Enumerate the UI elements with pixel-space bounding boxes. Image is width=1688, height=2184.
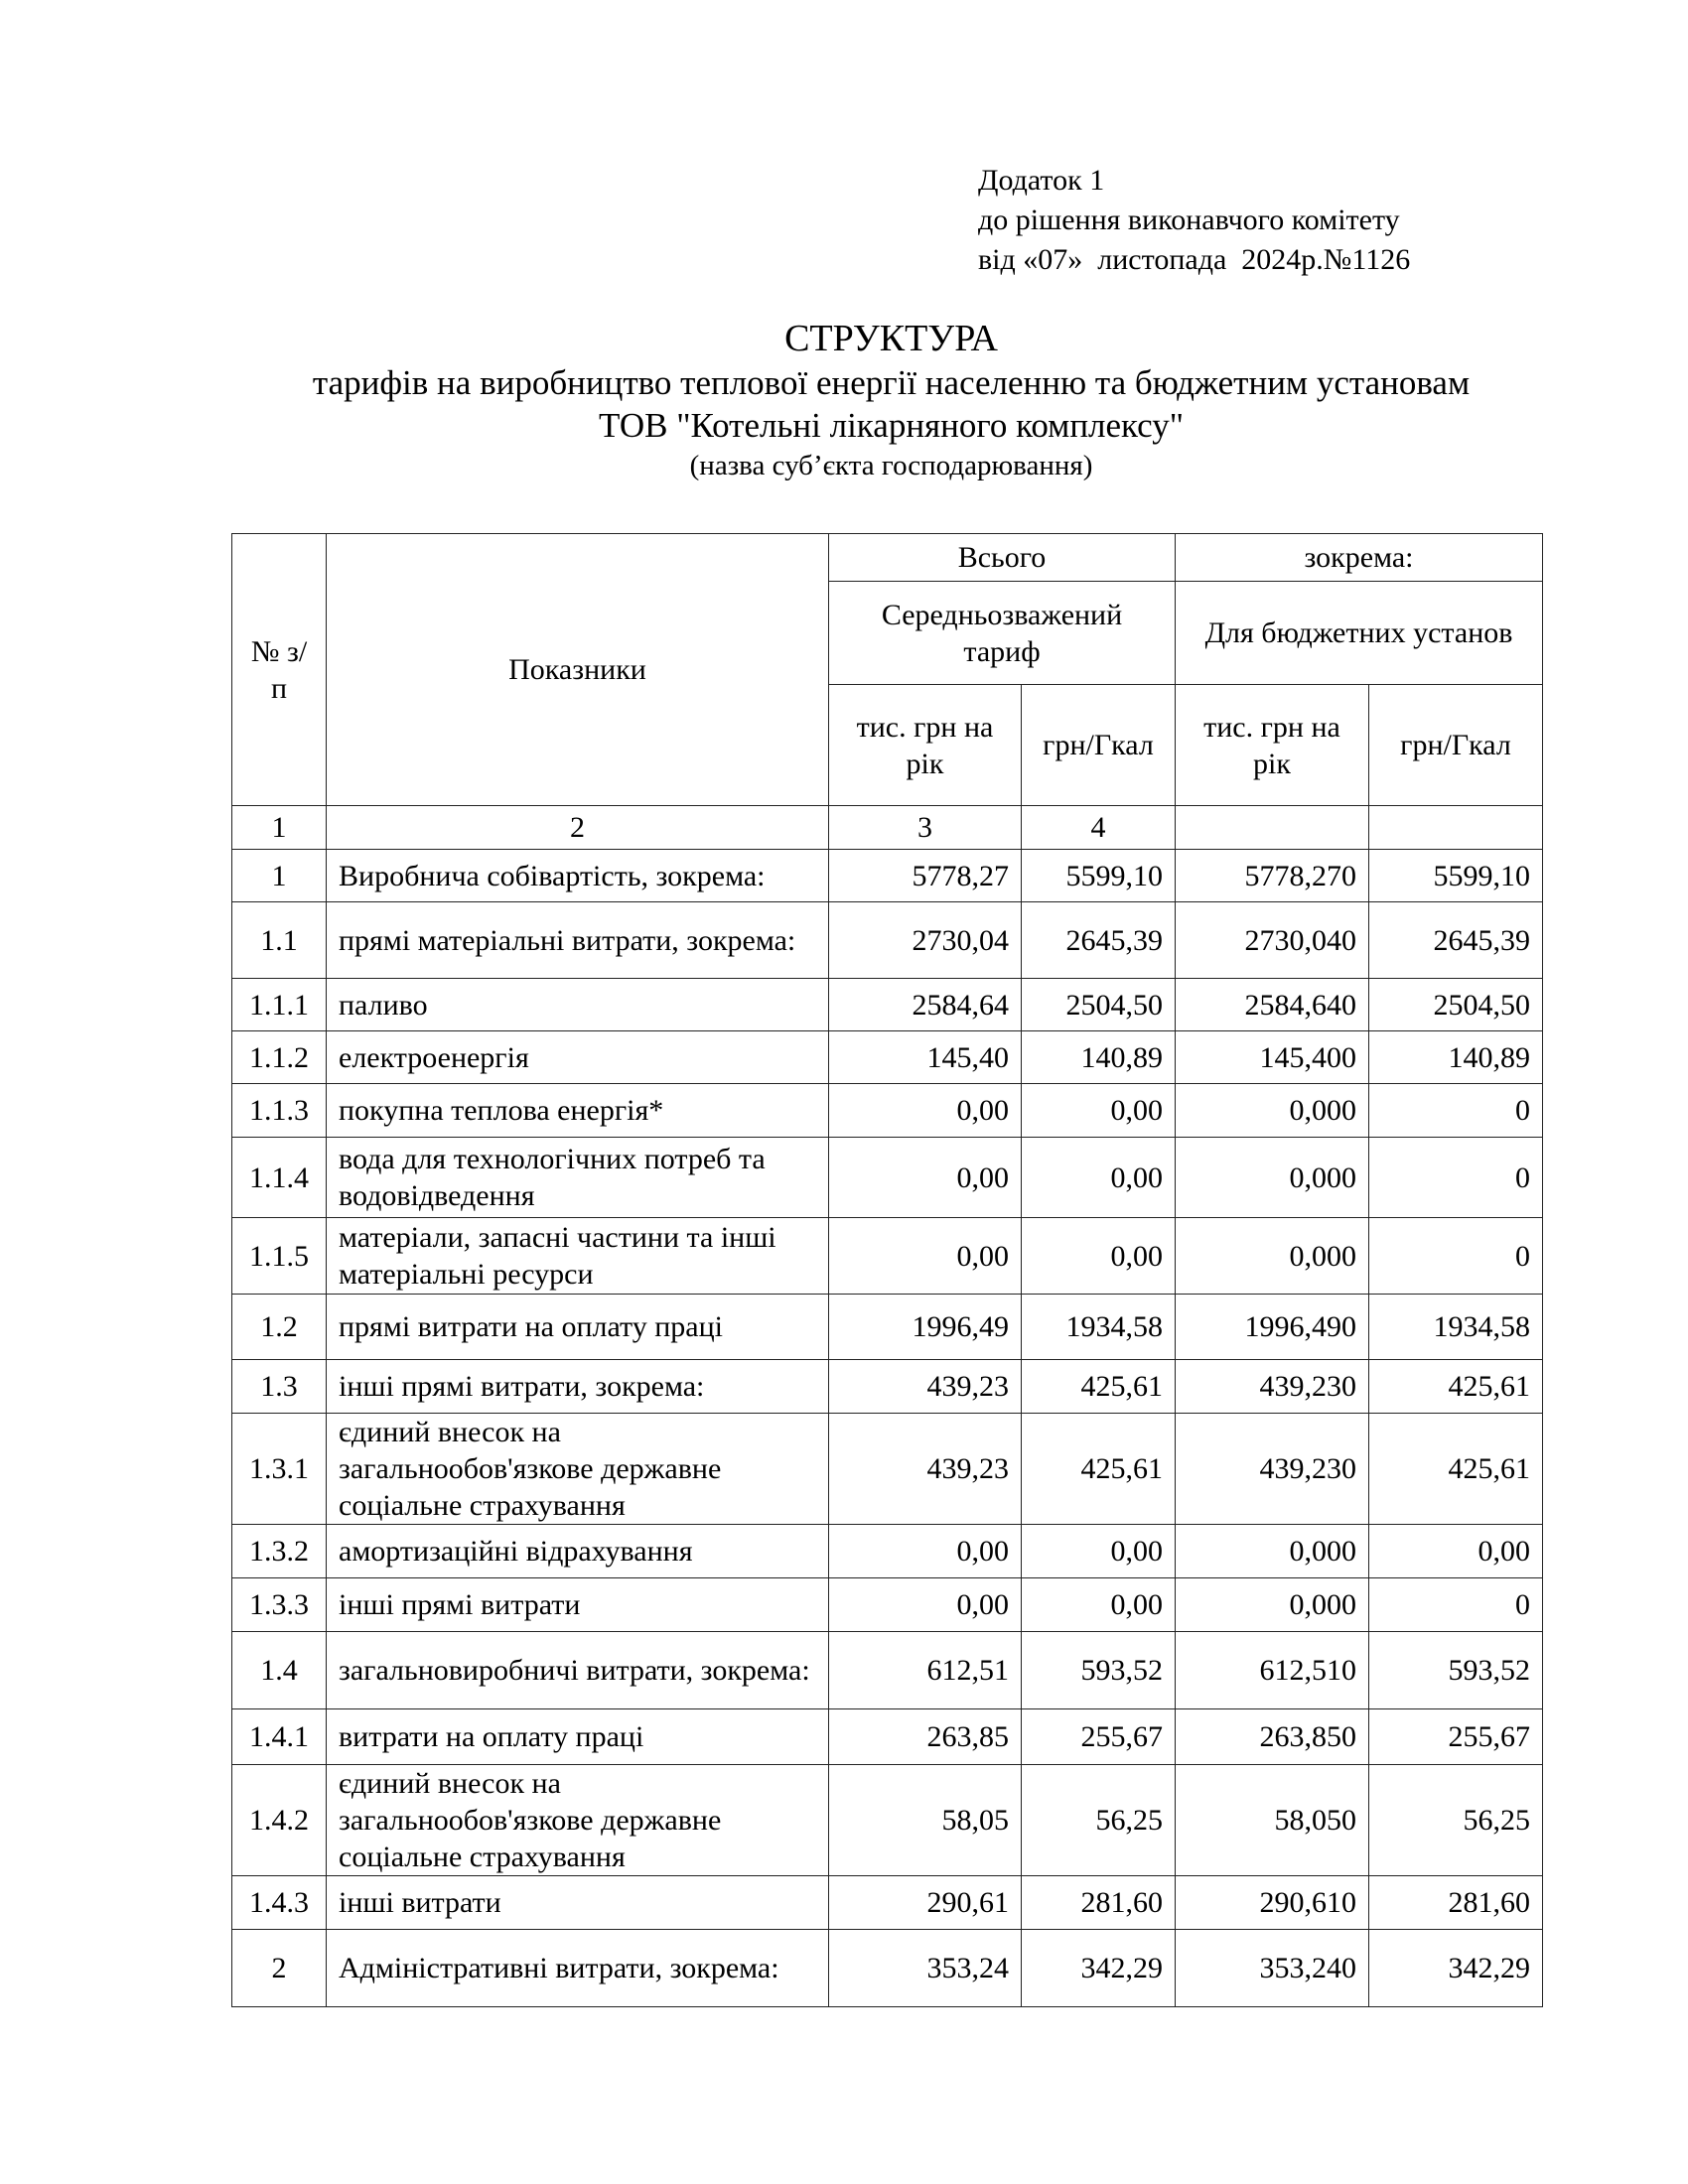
row-value-thous-budget: 5778,270 (1176, 850, 1369, 902)
row-label: паливо (327, 979, 829, 1031)
table-row (232, 1414, 1543, 1525)
row-value-gcal-budget: 2645,39 (1369, 902, 1543, 979)
row-value-gcal-total: 255,67 (1022, 1709, 1176, 1765)
header-per-gcal: грн/Гкал (1022, 685, 1176, 806)
row-value-gcal-budget: 342,29 (1369, 1930, 1543, 2007)
row-value-thous-total: 0,00 (829, 1084, 1022, 1138)
row-number: 1.1.3 (232, 1084, 327, 1138)
row-number: 1 (232, 850, 327, 902)
appendix-line-2: до рішення виконавчого комітету (978, 204, 1400, 236)
appendix-line-1: Додаток 1 (978, 164, 1105, 197)
row-number: 1.4.1 (232, 1709, 327, 1765)
row-value-gcal-budget: 425,61 (1369, 1414, 1543, 1525)
table-row (232, 1218, 1543, 1295)
table-row (232, 1138, 1543, 1218)
table-row (232, 1930, 1543, 2007)
row-value-thous-total: 290,61 (829, 1876, 1022, 1930)
row-value-gcal-budget: 425,61 (1369, 1360, 1543, 1414)
row-value-gcal-budget: 56,25 (1369, 1765, 1543, 1876)
row-label: Виробнича собівартість, зокрема: (327, 850, 829, 902)
row-value-gcal-budget: 593,52 (1369, 1632, 1543, 1709)
document-title: СТРУКТУРА (784, 318, 998, 359)
header-budget: Для бюджетних установ (1176, 582, 1543, 685)
row-value-thous-budget: 439,230 (1176, 1360, 1369, 1414)
row-value-thous-budget: 1996,490 (1176, 1295, 1369, 1360)
row-label: прямі матеріальні витрати, зокрема: (327, 902, 829, 979)
row-number: 1.2 (232, 1295, 327, 1360)
column-number: 4 (1022, 806, 1176, 850)
row-value-gcal-budget: 0 (1369, 1084, 1543, 1138)
header-indicator: Показники (327, 534, 829, 806)
row-value-gcal-total: 56,25 (1022, 1765, 1176, 1876)
row-value-thous-budget: 439,230 (1176, 1414, 1369, 1525)
column-number: 1 (232, 806, 327, 850)
column-number: 2 (327, 806, 829, 850)
row-value-gcal-budget: 0 (1369, 1138, 1543, 1218)
row-value-thous-total: 0,00 (829, 1218, 1022, 1295)
row-label: загальновиробничі витрати, зокрема: (327, 1632, 829, 1709)
row-value-thous-total: 5778,27 (829, 850, 1022, 902)
table-row (232, 1709, 1543, 1765)
row-value-thous-budget: 612,510 (1176, 1632, 1369, 1709)
row-value-gcal-total: 2645,39 (1022, 902, 1176, 979)
table-row (232, 902, 1543, 979)
row-value-thous-budget: 290,610 (1176, 1876, 1369, 1930)
row-value-gcal-total: 281,60 (1022, 1876, 1176, 1930)
row-value-gcal-budget: 5599,10 (1369, 850, 1543, 902)
row-number: 2 (232, 1930, 327, 2007)
company-name: ТОВ "Котельні лікарняного комплексу" (598, 406, 1185, 445)
row-number: 1.3 (232, 1360, 327, 1414)
row-label: інші витрати (327, 1876, 829, 1930)
table-row (232, 1084, 1543, 1138)
row-value-gcal-total: 0,00 (1022, 1084, 1176, 1138)
row-value-thous-budget: 145,400 (1176, 1031, 1369, 1084)
row-number: 1.1.2 (232, 1031, 327, 1084)
row-value-gcal-total: 0,00 (1022, 1138, 1176, 1218)
row-value-thous-budget: 0,000 (1176, 1138, 1369, 1218)
row-number: 1.4 (232, 1632, 327, 1709)
row-value-thous-budget: 0,000 (1176, 1084, 1369, 1138)
row-value-gcal-budget: 1934,58 (1369, 1295, 1543, 1360)
row-value-gcal-total: 425,61 (1022, 1414, 1176, 1525)
row-value-gcal-total: 0,00 (1022, 1525, 1176, 1578)
row-number: 1.1.4 (232, 1138, 327, 1218)
row-label: покупна теплова енергія* (327, 1084, 829, 1138)
header-per-gcal-budget: грн/Гкал (1369, 685, 1543, 806)
row-label: єдиний внесок на загальнообов'язкове державне соціальне страхування (327, 1765, 829, 1876)
row-value-thous-budget: 353,240 (1176, 1930, 1369, 2007)
row-value-gcal-budget: 281,60 (1369, 1876, 1543, 1930)
appendix-line-3: від «07» листопада 2024р.№1126 (978, 243, 1411, 276)
table-row (232, 1578, 1543, 1632)
row-value-gcal-budget: 0 (1369, 1578, 1543, 1632)
row-label: вода для технологічних потреб та водовідведення (327, 1138, 829, 1218)
row-number: 1.4.2 (232, 1765, 327, 1876)
row-value-thous-budget: 2730,040 (1176, 902, 1369, 979)
row-value-thous-budget: 0,000 (1176, 1218, 1369, 1295)
row-label: амортизаційні відрахування (327, 1525, 829, 1578)
row-number: 1.1.5 (232, 1218, 327, 1295)
row-value-thous-total: 353,24 (829, 1930, 1022, 2007)
row-label: витрати на оплату праці (327, 1709, 829, 1765)
table-row (232, 979, 1543, 1031)
row-value-gcal-budget: 140,89 (1369, 1031, 1543, 1084)
row-number: 1.3.2 (232, 1525, 327, 1578)
row-value-thous-total: 0,00 (829, 1578, 1022, 1632)
row-value-gcal-total: 0,00 (1022, 1578, 1176, 1632)
column-number (1176, 806, 1369, 850)
row-value-thous-budget: 2584,640 (1176, 979, 1369, 1031)
row-value-thous-budget: 0,000 (1176, 1578, 1369, 1632)
row-label: матеріали, запасні частини та інші матеріальні ресурси (327, 1218, 829, 1295)
table-row (232, 1765, 1543, 1876)
row-label: інші прямі витрати (327, 1578, 829, 1632)
row-value-thous-total: 58,05 (829, 1765, 1022, 1876)
table-row (232, 1360, 1543, 1414)
header-num: № з/п (232, 534, 327, 806)
column-number-row (232, 806, 1543, 850)
document-subtitle: тарифів на виробництво теплової енергії населенню та бюджетним установам (312, 363, 1471, 402)
row-value-gcal-total: 593,52 (1022, 1632, 1176, 1709)
row-value-gcal-total: 0,00 (1022, 1218, 1176, 1295)
row-value-thous-total: 263,85 (829, 1709, 1022, 1765)
row-value-gcal-budget: 0 (1369, 1218, 1543, 1295)
row-number: 1.3.3 (232, 1578, 327, 1632)
row-value-thous-budget: 263,850 (1176, 1709, 1369, 1765)
row-value-thous-total: 612,51 (829, 1632, 1022, 1709)
header-thous-per-year: тис. грн на рік (829, 685, 1022, 806)
company-name-note: (назва суб’єкта господарювання) (689, 450, 1093, 481)
row-label: єдиний внесок на загальнообов'язкове державне соціальне страхування (327, 1414, 829, 1525)
row-value-gcal-budget: 0,00 (1369, 1525, 1543, 1578)
row-value-gcal-total: 1934,58 (1022, 1295, 1176, 1360)
row-label: Адміністративні витрати, зокрема: (327, 1930, 829, 2007)
row-value-thous-budget: 0,000 (1176, 1525, 1369, 1578)
title-block (0, 316, 1688, 484)
row-number: 1.1 (232, 902, 327, 979)
row-value-gcal-total: 2504,50 (1022, 979, 1176, 1031)
tariff-structure-table (231, 533, 1543, 2007)
table-row (232, 1876, 1543, 1930)
table-row (232, 1525, 1543, 1578)
row-value-thous-total: 2730,04 (829, 902, 1022, 979)
row-value-thous-total: 439,23 (829, 1360, 1022, 1414)
row-value-gcal-total: 425,61 (1022, 1360, 1176, 1414)
row-label: прямі витрати на оплату праці (327, 1295, 829, 1360)
row-value-thous-total: 0,00 (829, 1138, 1022, 1218)
header-total: Всього (829, 534, 1176, 582)
row-value-gcal-budget: 2504,50 (1369, 979, 1543, 1031)
row-value-gcal-total: 140,89 (1022, 1031, 1176, 1084)
row-number: 1.4.3 (232, 1876, 327, 1930)
appendix-block (978, 161, 1410, 280)
row-value-thous-budget: 58,050 (1176, 1765, 1369, 1876)
row-value-thous-total: 439,23 (829, 1414, 1022, 1525)
row-value-gcal-total: 342,29 (1022, 1930, 1176, 2007)
table-row (232, 850, 1543, 902)
table-row (232, 1031, 1543, 1084)
header-weighted-tariff: Середньозважений тариф (829, 582, 1176, 685)
row-label: інші прямі витрати, зокрема: (327, 1360, 829, 1414)
header-thous-per-year-budget: тис. грн на рік (1176, 685, 1369, 806)
row-value-thous-total: 1996,49 (829, 1295, 1022, 1360)
row-value-thous-total: 0,00 (829, 1525, 1022, 1578)
row-number: 1.1.1 (232, 979, 327, 1031)
row-number: 1.3.1 (232, 1414, 327, 1525)
column-number: 3 (829, 806, 1022, 850)
table-row (232, 1295, 1543, 1360)
row-label: електроенергія (327, 1031, 829, 1084)
header-including: зокрема: (1176, 534, 1543, 582)
row-value-gcal-total: 5599,10 (1022, 850, 1176, 902)
row-value-thous-total: 2584,64 (829, 979, 1022, 1031)
row-value-thous-total: 145,40 (829, 1031, 1022, 1084)
row-value-gcal-budget: 255,67 (1369, 1709, 1543, 1765)
column-number (1369, 806, 1543, 850)
table-row (232, 1632, 1543, 1709)
